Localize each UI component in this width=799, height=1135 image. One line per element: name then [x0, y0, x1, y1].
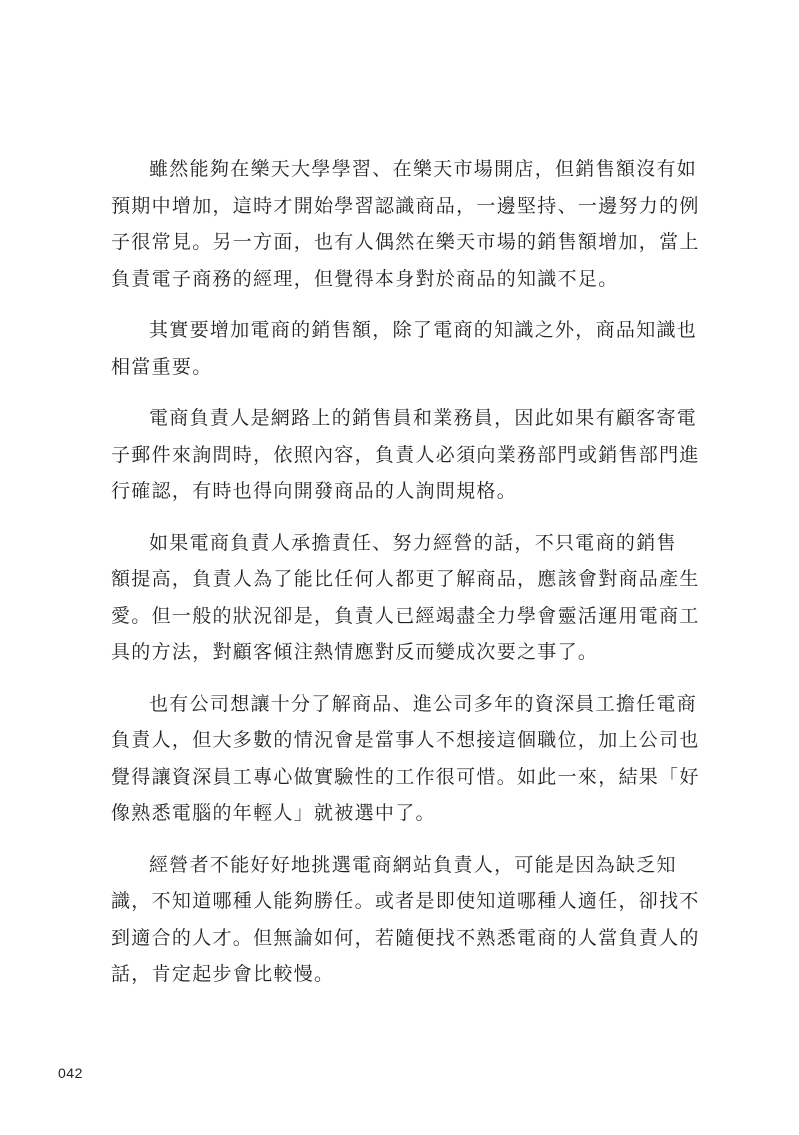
- text-line: 雖然能夠在樂天大學學習、在樂天市場開店，但銷售額沒有如: [149, 158, 698, 180]
- paragraph-4: [111, 525, 700, 671]
- paragraph-3: [111, 400, 700, 510]
- paragraph-6: [111, 847, 700, 993]
- text-line: 到適合的人才。但無論如何，若隨便找不熟悉電商的人當負責人的: [111, 926, 700, 949]
- text-line: 識，不知道哪種人能夠勝任。或者是即使知道哪種人適任，卻找不: [111, 890, 700, 912]
- text-line: 負責人，但大多數的情況會是當事人不想接這個職位，加上公司也: [111, 729, 700, 751]
- text-line: 電商負責人是網路上的銷售員和業務員，因此如果有顧客寄電: [149, 407, 698, 429]
- paragraph-5: [111, 686, 700, 832]
- text-line: 話，肯定起步會比較慢。: [111, 963, 335, 985]
- text-line: 也有公司想讓十分了解商品、進公司多年的資深員工擔任電商: [149, 692, 698, 715]
- text-line: 其實要增加電商的銷售額，除了電商的知識之外，商品知識也: [149, 319, 698, 341]
- text-line: 行確認，有時也得向開發商品的人詢問規格。: [111, 480, 518, 502]
- paragraph-2: [111, 312, 698, 385]
- text-line: 子郵件來詢問時，依照內容，負責人必須向業務部門或銷售部門進: [111, 443, 700, 466]
- body-text: [111, 151, 700, 1008]
- text-line: 額提高，負責人為了能比任何人都更了解商品，應該會對商品產生: [111, 568, 700, 590]
- text-line: 覺得讓資深員工專心做實驗性的工作很可惜。如此一來，結果「好: [111, 765, 700, 788]
- paragraph-1: [111, 151, 700, 297]
- text-line: 像熟悉電腦的年輕人」就被選中了。: [111, 802, 436, 824]
- text-line: 預期中增加，這時才開始學習認識商品，一邊堅持、一邊努力的例: [111, 194, 700, 217]
- text-line: 負責電子商務的經理，但覺得本身對於商品的知識不足。: [111, 267, 619, 290]
- text-line: 子很常見。另一方面，也有人偶然在樂天市場的銷售額增加，當上: [111, 231, 700, 253]
- text-line: 如果電商負責人承擔責任、努力經營的話，不只電商的銷售: [149, 531, 677, 554]
- text-line: 經營者不能好好地挑選電商網站負責人，可能是因為缺乏知: [149, 853, 677, 876]
- page-number: 042: [58, 1065, 83, 1081]
- text-line: 愛。但一般的狀況卻是，負責人已經竭盡全力學會靈活運用電商工: [111, 604, 700, 627]
- text-line: 相當重要。: [111, 355, 213, 378]
- text-line: 具的方法，對顧客傾注熱情應對反而變成次要之事了。: [111, 641, 599, 663]
